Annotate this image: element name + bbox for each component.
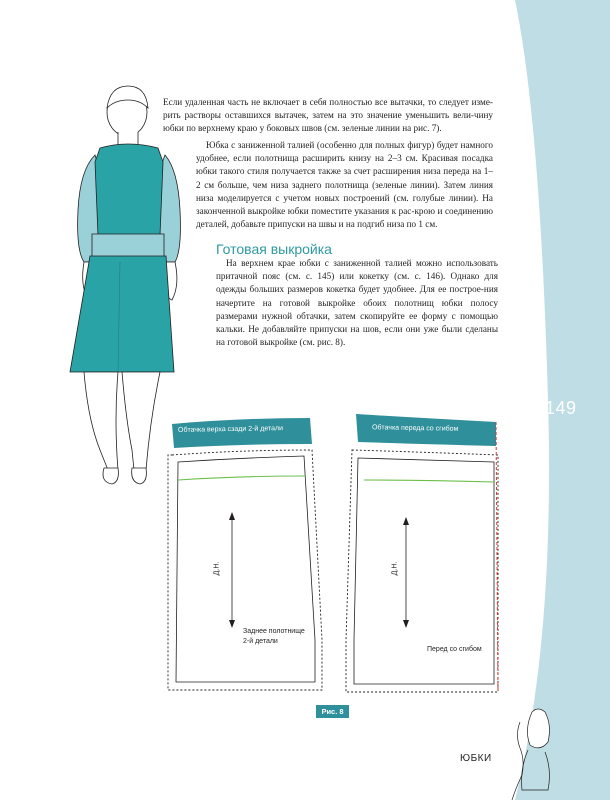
back-piece-label-1: Заднее полотнище (243, 628, 305, 635)
page-number: 149 (545, 398, 577, 418)
front-piece-label: Перед со сгибом (427, 646, 482, 653)
paragraph-1: Если удаленная часть не включает в себя полностью все вытачки, то следует изме-рить растворы оставшихся вытачек, затем на это значение уменьшить вели-чину юбки по верхнему краю у боковых швов (см. зеленые линии на рис. 7). (163, 97, 493, 134)
section-heading: Готовая выкройка (216, 241, 332, 257)
back-facing-label: Обтачка верха сзади 2-й детали (177, 425, 284, 434)
back-green-line (178, 476, 306, 480)
front-facing-label: Обтачка переда со сгибом (371, 424, 459, 433)
figure-label: Рис. 8 (316, 705, 349, 718)
back-piece-label-2: 2-й детали (243, 638, 278, 645)
paragraph-2: Юбка с заниженной талией (особенно для полных фигур) будет намного удобнее, если полотнища расширить книзу на 2–3 см. Красивая посадка юбки такого стиля получается также за счет расширения низа переда на 1–2 см больше, чем низа заднего полотнища (зеленые линии). Затем линия низа моделируется с учетом новых построений (см. голубые линии). На законченной выкройке юбки поместите указания к рас-крою и соединению деталей, добавьте припуски на швы и на подгиб низа по 1 см. (196, 140, 493, 230)
section-footer: ЮБКИ (460, 753, 492, 764)
back-outer-outline (168, 450, 322, 690)
front-outer-outline (346, 450, 498, 692)
front-green-line (364, 480, 494, 482)
back-inner-outline (176, 456, 315, 682)
front-grain-label: Д.Н. (391, 561, 399, 576)
paragraph-3: На верхнем крае юбки с заниженной талией можно использовать притачной пояс (см. с. 145) или кокетку (см. с. 146). Однако для одежды больших размеров кокетка будет удобнее. Для ее построе-ния начертите на готовой выкройке обоих полотнищ юбки полосу размерами нужной обтачки, затем скопируйте ее форму с помощью кальки. Не добавляйте припуски на шов, если они уже были сделаны на готовой выкройке (см. рис. 8). (216, 258, 498, 348)
back-grain-label: Д.Н. (213, 561, 221, 576)
